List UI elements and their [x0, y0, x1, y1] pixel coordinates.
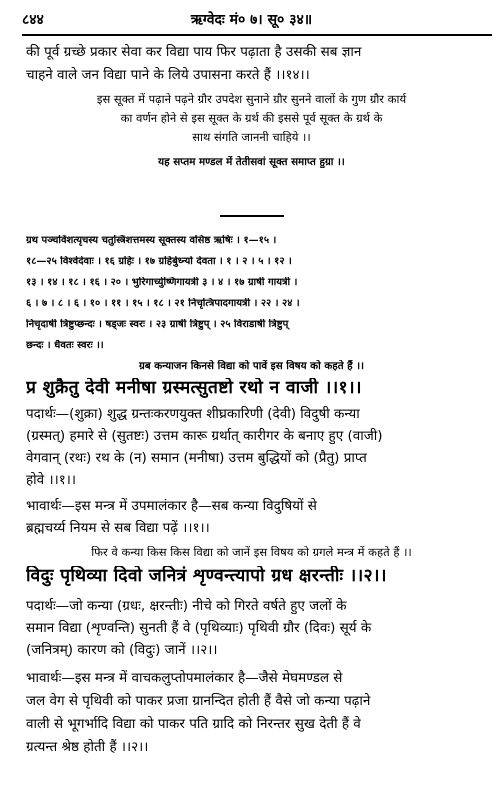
bhavartha-line: ग्रत्यन्त श्रेष्ठ होती हैं ।।२।।	[26, 739, 149, 755]
summary-line: इस सूक्त में पढ़ाने पढ़ने ग्रौर उपदेश सुनाने ग्रौर सुनने वालों के गुण ग्रौर कार्य	[96, 93, 407, 106]
metadata-line: १३ । १४ । १८ । १६ । २० । भुरिगार्च्युष्णिगायत्री ३ । ४ । १७ ग्रार्षी गायत्री ।	[26, 277, 298, 288]
bhavartha-line: भावार्थः—इस मन्त्र में वाचकलुप्तोपमालंकार है—जैसे मेघमण्डल से	[26, 670, 343, 686]
padartha-line: समान विद्या (शृण्वन्ति) सुनती हैं वे (पृथिव्याः) पृथिवी ग्रौर (दिवः) सूर्य के	[26, 620, 372, 636]
bhavartha-line: ब्रह्मचर्य्य नियम से सब विद्या पढ़ें ।।१।।	[26, 520, 210, 536]
padartha-line: (ग्रस्मत्) हमारे से (सुतष्टः) उत्तम कारू ग्रर्थात् कारीगर के बनाए हुए (वाजी)	[26, 428, 383, 444]
metadata-line: ६ । ७ । ८ । ६ । १० । ११ । १५ । १८ । २१ निचृत्त्रिपादगायत्री । २२ । २४ ।	[26, 298, 300, 309]
header-rule	[22, 34, 492, 36]
summary-line: का वर्णन होने से इस सूक्त के ग्रर्थ की इससे पूर्व सूक्त के ग्रर्थ के	[120, 112, 383, 125]
prev-section-line: की पूर्व ग्रच्छे प्रकार सेवा कर विद्या पाय फिर पढ़ाता है उसकी सब ज्ञान	[26, 44, 362, 60]
metadata-line: छन्दः । धैवतः स्वरः ।।	[26, 340, 104, 351]
intro-line: फिर वे कन्या किस किस विद्या को जानें इस विषय को ग्रगले मन्त्र में कहते हैं ।।	[91, 546, 412, 559]
mantra-line: प्र शुक्रैतु देवी मनीषा ग्रस्मत्सुतष्टो रथो न वाजी ।।१।।	[26, 378, 362, 398]
running-head: ऋग्वेदः मं० ७। सू० ३४॥	[190, 12, 313, 28]
padartha-line: वेगवान् (रथः) रथ के (न) समान (मनीषा) उत्तम बुद्धियों को (प्रैतु) प्राप्त	[26, 450, 367, 466]
padartha-line: पदार्थः—(शुक्रा) शुद्ध ग्रन्तःकरणयुक्त शीघ्रकारिणी (देवी) विदुषी कन्या	[26, 406, 360, 422]
prev-section-line: चाहने वाले जन विद्या पाने के लिये उपासना करते हैं ।।१४।।	[26, 67, 310, 83]
bhavartha-line: वाली से भूगर्भादि विद्या को पाकर पति ग्रादि को निरन्तर सुख देती हैं वे	[26, 716, 361, 732]
intro-line: ग्रब कन्याजन किनसे विद्या को पावें इस विषय को कहते हैं ।।	[138, 360, 365, 372]
padartha-line: (जनित्रम्) कारण को (विदुः) जानें ।।२।।	[26, 642, 218, 658]
bhavartha-line: भावार्थः—इस मन्त्र में उपमालंकार है—सब कन्या विदुषियों से	[26, 498, 317, 514]
padartha-line: पदार्थः—जो कन्या (ग्रधः, क्षरन्तीः) नीचे को गिरते वर्षते हुए जलों के	[26, 598, 347, 614]
page-header	[0, 10, 503, 32]
page-number: ८४४	[22, 12, 44, 28]
metadata-line: १८—२५ विश्वेदेवाः । १६ ग्रहिः । १७ ग्रहिर्बुध्न्यो देवता । १ । २ । ५ । १२ ।	[26, 256, 292, 267]
completion-note: यह सप्तम मण्डल में तेतीसवां सूक्त समाप्त हुग्रा ।।	[158, 156, 345, 168]
bhavartha-line: जल वेग से पृथिवी को पाकर प्रजा ग्रानन्दित होती हैं वैसे जो कन्या पढ़ाने	[26, 693, 371, 709]
metadata-line: निचृदार्षी त्रिष्टुप्छन्दः । षड्जः स्वरः । २३ ग्रार्षी त्रिष्टुप् । २५ विराडार्षी त्रिष्टुप्	[26, 319, 289, 330]
padartha-line: होवे ।।१।।	[26, 472, 76, 488]
metadata-line: ग्रथ पञ्चविंशत्यृचस्य चतुस्त्रिंशत्तमस्य सूक्तस्य वसिष्ठ ऋषिः । १—१५ ।	[26, 235, 277, 246]
summary-line: साथ संगति जाननी चाहिये ।।	[192, 131, 311, 144]
mantra-line: विदुः पृथिव्या दिवो जनित्रं शृण्वन्त्यापो ग्रध क्षरन्तीः ।।२।।	[26, 566, 387, 586]
section-divider	[220, 215, 284, 217]
